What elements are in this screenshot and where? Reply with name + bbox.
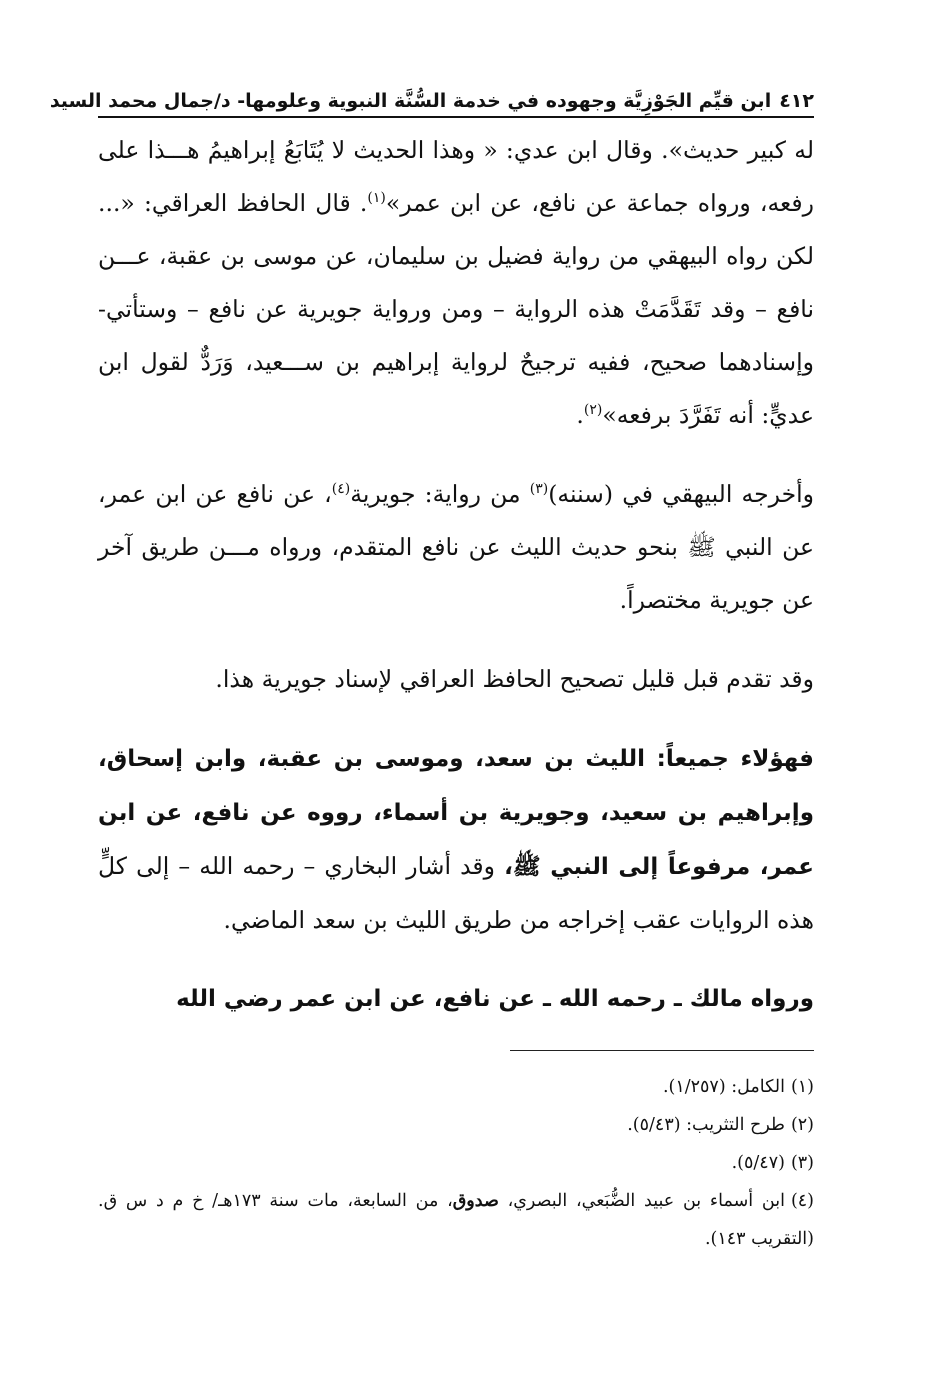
footnote-text: الكامل: (١/٢٥٧). — [662, 1077, 785, 1097]
footnote-3 — [98, 1144, 814, 1182]
paragraph-1 — [98, 124, 814, 442]
footnote-text: طرح التثريب: (٥/٤٣). — [627, 1115, 785, 1135]
page-number: ٤١٢ — [779, 90, 814, 112]
paragraph-4-normal: وقد أشار البخاري – رحمه الله – إلى كلٍّ هذه الروايات عقب إخراجه من طريق الليث بن سعد الماضي. — [98, 852, 814, 934]
paragraph-3: وقد تقدم قبل قليل تصحيح الحافظ العراقي لإسناد جويرية هذا. — [215, 665, 814, 693]
footnotes — [98, 1068, 814, 1258]
footnote-number: (٣) — [790, 1153, 814, 1173]
footnote-ref-1[interactable]: (١) — [367, 190, 386, 207]
footnote-number: (٤) — [790, 1191, 814, 1211]
paragraph-1-text-c: . — [576, 401, 584, 429]
paragraph-1-text-b: . قال الحافظ العراقي: «... لكن رواه البيهقي من رواية فضيل بن سليمان، عن موسى بن عقبة، عـــن نافع – وقد تَقَدَّمَتْ هذه الرواية – ومن ورواية جويرية عن نافع – وستأتي- وإسنادهما صحيح، ففيه ترجيحٌ لرواية إبراهيم بن ســـعيد، وَرَدٌّ لقول ابن عديٍّ: أنه تَفَرَّدَ برفعه» — [98, 189, 814, 429]
footnote-4 — [98, 1182, 814, 1258]
footnote-text: ابن أسماء بن عبيد الضُّبَعي، البصري، — [498, 1191, 785, 1211]
footnote-ref-2[interactable]: (٢) — [583, 402, 603, 419]
footnote-number: (١) — [790, 1077, 814, 1097]
paragraph-4 — [98, 732, 814, 947]
page-content — [49, 78, 815, 1026]
footnote-separator — [510, 1050, 814, 1051]
paragraph-5: ورواه مالك ـ رحمه الله ـ عن نافع، عن ابن عمر رضي الله — [176, 986, 814, 1012]
running-header — [49, 78, 814, 118]
footnote-ref-4[interactable]: (٤) — [331, 481, 351, 498]
footnote-number: (٢) — [790, 1115, 814, 1135]
paragraph-1-text-a: له كبير حديث». وقال ابن عدي: « وهذا الحديث لا يُتَابَعُ إبراهيمُ هـــذا على رفعه، ورواه جماعة عن نافع، عن ابن عمر» — [98, 136, 814, 217]
paragraph-2-text-a: وأخرجه البيهقي في (سننه) — [548, 480, 815, 508]
footnote-2 — [98, 1106, 814, 1144]
footnote-ref-3[interactable]: (٣) — [529, 481, 549, 498]
paragraph-2-text-b: من رواية: جويرية — [350, 480, 530, 508]
footnote-text: (٥/٤٧). — [731, 1153, 785, 1173]
footnote-1 — [98, 1068, 814, 1106]
footnote-text: ، من السابعة، مات سنة ١٧٣هـ/ خ م د س ق. (التقريب ١٤٣). — [98, 1191, 814, 1249]
book-title: ابن قيِّم الجَوْزِيَّة وجهوده في خدمة السُّنَّة النبوية وعلومها- د/جمال محمد السيد — [49, 90, 772, 112]
footnote-bold-term: صدوق — [452, 1191, 499, 1211]
paragraph-4-bold: فهؤلاء جميعاً: الليث بن سعد، وموسى بن عقبة، وابن إسحاق، وإبراهيم بن سعيد، وجويرية بن أسماء، رووه عن نافع، عن ابن عمر، مرفوعاً إلى النبي ﷺ، — [98, 746, 814, 880]
paragraph-2 — [98, 468, 814, 627]
paragraph-2-text-c: ، عن نافع عن ابن عمر، عن النبي ﷺ بنحو حديث الليث عن نافع المتقدم، ورواه مـــن طريق آخر عن جويرية مختصراً. — [98, 480, 814, 614]
